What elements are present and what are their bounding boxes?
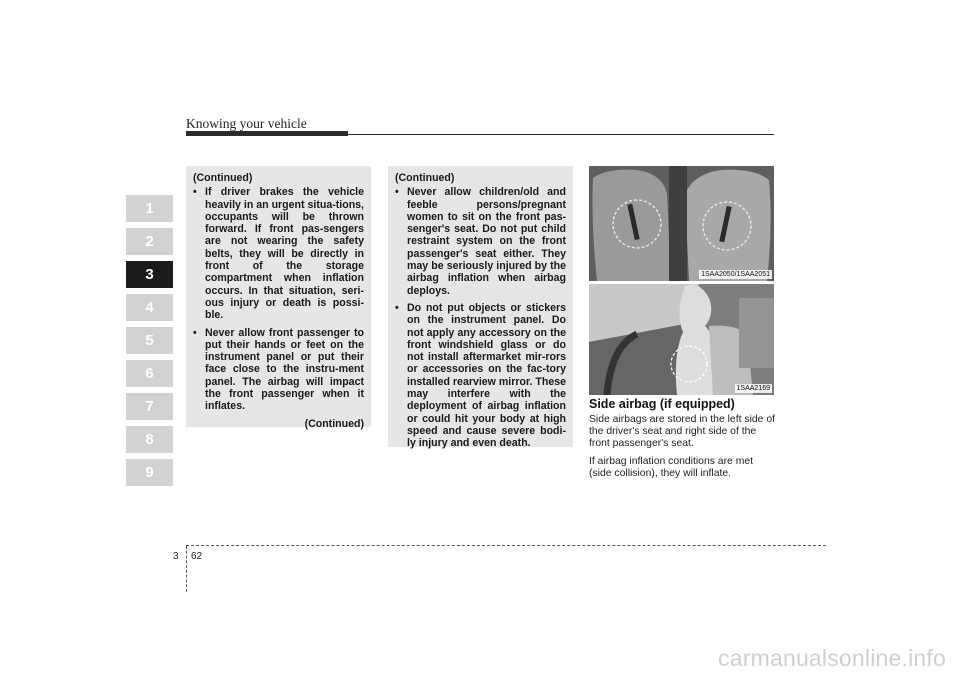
chapter-tab-6[interactable]: 6 <box>126 360 173 387</box>
body-paragraph: Side airbags are stored in the left side of the driver's seat and right side of the front passenger's seat. <box>589 414 775 450</box>
chapter-tab-3[interactable]: 3 <box>126 261 173 288</box>
chapter-index <box>126 195 173 492</box>
header-rule <box>348 134 774 135</box>
footer-chapter-number: 3 <box>173 551 179 562</box>
photo-code-label: 1SAA2050/1SAA2051 <box>701 271 770 278</box>
footer-divider <box>186 546 187 592</box>
warning-text: Never allow front passenger to put their hands or feet on the instrument panel or put their face close to the instru-ment panel. The airbag will impact the front passenger when it inflates. <box>205 326 364 413</box>
chapter-tab-5[interactable]: 5 <box>126 327 173 354</box>
warning-text: Do not put objects or stickers on the instrument panel. Do not apply any accessory on the front windshield glass or do not install aftermarket mir-rors or accessories on the fac-tory installed rearview mirror. These may interfere with the deployment of airbag inflation or could hit your body at high speed and cause severe bodi-ly injury and even death. <box>407 301 566 450</box>
bullet-icon: • <box>395 186 399 199</box>
warning-box-2 <box>388 166 573 450</box>
warning-bullet <box>193 327 364 413</box>
chapter-tab-7[interactable]: 7 <box>126 393 173 420</box>
continued-label: (Continued) <box>193 172 253 184</box>
bullet-icon: • <box>193 186 197 199</box>
seat-airbag-photo <box>589 166 774 281</box>
warning-text: Never allow children/old and feeble persons/pregnant women to sit on the front pas-senger's seat. Do not put child restraint system on the front passenger's seat either. They may be seriously injured by the airbag inflation when airbag deploys. <box>407 186 566 297</box>
chapter-tab-8[interactable]: 8 <box>126 426 173 453</box>
warning-text: If driver brakes the vehicle heavily in an urgent situa-tions, occupants will be thrown forward. If front pas-sengers are not wearing the safety belts, they will be directly in front of the storage compartment when inflation occurs. In that situation, seri-ous injury or death is possi-ble. <box>205 186 364 322</box>
footer-rule <box>186 545 826 546</box>
seat-photo-illustration <box>589 166 774 281</box>
side-airbag-illustration <box>589 284 774 395</box>
header-accent-bar <box>186 131 348 136</box>
page-header-title: Knowing your vehicle <box>186 116 307 131</box>
chapter-tab-9[interactable]: 9 <box>126 459 173 486</box>
chapter-tab-1[interactable]: 1 <box>126 195 173 222</box>
photo-code-label: 1SAA2169 <box>736 385 770 392</box>
site-watermark: carmanualsonline.info <box>718 645 946 671</box>
body-paragraph: If airbag inflation conditions are met (side collision), they will inflate. <box>589 456 754 480</box>
continued-label: (Continued) <box>304 417 364 430</box>
warning-bullet <box>395 186 566 297</box>
footer-page-number: 62 <box>191 551 203 562</box>
warning-bullet <box>193 186 364 321</box>
side-airbag-drawing <box>589 284 774 395</box>
chapter-tab-2[interactable]: 2 <box>126 228 173 255</box>
warning-box-1 <box>186 166 371 430</box>
bullet-icon: • <box>395 301 399 314</box>
bullet-icon: • <box>193 326 197 339</box>
section-heading: Side airbag (if equipped) <box>589 397 735 411</box>
continued-label: (Continued) <box>395 172 455 184</box>
warning-bullet <box>395 302 566 450</box>
chapter-tab-4[interactable]: 4 <box>126 294 173 321</box>
